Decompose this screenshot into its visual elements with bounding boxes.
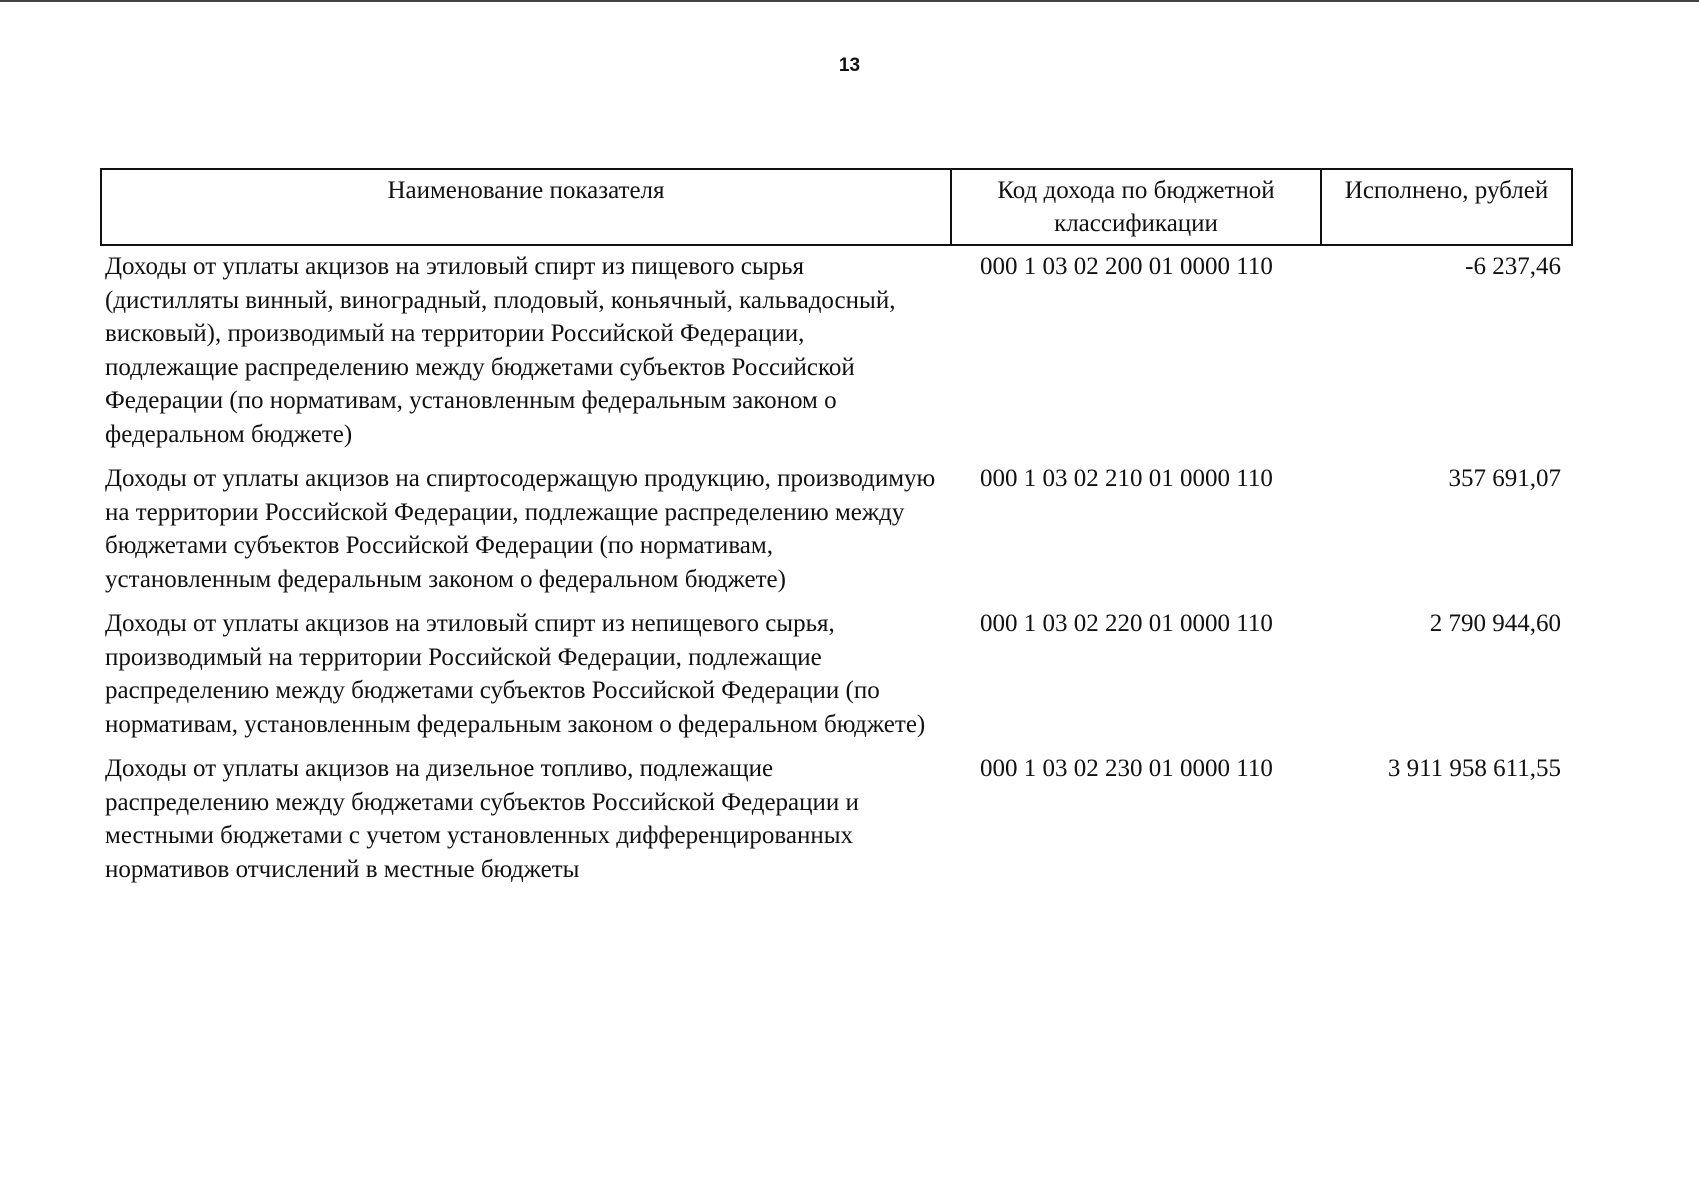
row-code: 000 1 03 02 220 01 0000 110 (980, 610, 1273, 637)
page-number: 13 (838, 55, 861, 76)
table-body (100, 250, 1573, 886)
revenue-table (100, 168, 1573, 897)
header-code: Код дохода по бюджетной классификации (952, 170, 1322, 244)
row-name: Доходы от уплаты акцизов на спиртосодержащую продукцию, производимую на территории Российской Федерации, подлежащие распределению между бюджетами субъектов Российской Федерации (по нормативам, установленным федеральным законом о федеральном бюджете) (105, 465, 936, 593)
row-amount: 357 691,07 (1448, 465, 1561, 492)
row-code: 000 1 03 02 210 01 0000 110 (980, 465, 1273, 492)
row-code: 000 1 03 02 200 01 0000 110 (980, 253, 1273, 280)
row-name: Доходы от уплаты акцизов на этиловый спирт из непищевого сырья, производимый на территории Российской Федерации, подлежащие распределению между бюджетами субъектов Российской Федерации (по нормативам, установленным федеральным законом о федеральном бюджете) (105, 610, 926, 738)
row-name: Доходы от уплаты акцизов на этиловый спирт из пищевого сырья (дистилляты винный, виноградный, плодовый, коньячный, кальвадосный, висковый), производимый на территории Российской Федерации, подлежащие распределению между бюджетами субъектов Российской Федерации (по нормативам, установленным федеральным законом о федеральном бюджете) (105, 253, 896, 448)
page-top-rule (0, 0, 1699, 2)
table-header-row (100, 168, 1573, 246)
row-code: 000 1 03 02 230 01 0000 110 (980, 755, 1273, 782)
table-row (100, 250, 1573, 451)
table-row (100, 462, 1573, 596)
header-name: Наименование показателя (102, 170, 952, 244)
row-name: Доходы от уплаты акцизов на дизельное топливо, подлежащие распределению между бюджетами субъектов Российской Федерации и местными бюджетами с учетом установленных дифференцированных нормативов отчислений в местные бюджеты (105, 755, 859, 883)
table-row (100, 752, 1573, 886)
row-amount: 3 911 958 611,55 (1387, 755, 1561, 782)
table-row (100, 607, 1573, 741)
row-amount: 2 790 944,60 (1429, 610, 1561, 637)
header-amount: Исполнено, рублей (1344, 177, 1549, 204)
row-amount: -6 237,46 (1465, 253, 1561, 280)
